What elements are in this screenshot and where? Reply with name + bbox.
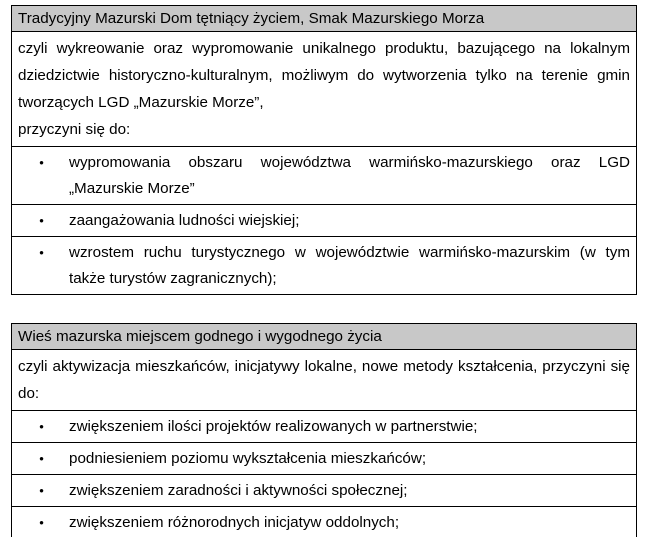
list-item-text: zwiększeniem zaradności i aktywności społecznej; bbox=[69, 482, 408, 499]
list-item bbox=[12, 237, 637, 295]
list-item-text: wypromowania obszaru województwa warmińsko-mazurskiego oraz LGD „Mazurskie Morze” bbox=[69, 154, 630, 197]
list-item bbox=[12, 443, 637, 475]
list-item-text: podniesieniem poziomu wykształcenia mieszkańców; bbox=[69, 450, 427, 467]
list-item-text: zwiększeniem ilości projektów realizowanych w partnerstwie; bbox=[69, 418, 478, 435]
section-1-title: Tradycyjny Mazurski Dom tętniący życiem, Smak Mazurskiego Morza bbox=[12, 6, 637, 32]
bullet-icon: • bbox=[39, 245, 44, 260]
list-item-text: wzrostem ruchu turystycznego w województwie warmińsko-mazurskim (w tym także turystów zagranicznych); bbox=[69, 244, 630, 287]
section-2-intro bbox=[12, 350, 637, 411]
bullet-icon: • bbox=[39, 451, 44, 466]
list-item bbox=[12, 147, 637, 205]
list-item bbox=[12, 507, 637, 537]
section-1-intro-text: czyli wykreowanie oraz wypromowanie unikalnego produktu, bazującego na lokalnym dziedzictwie historyczno-kulturalnym, możliwym do wytworzenia tylko na terenie gmin tworzących LGD „Mazurskie Morze”, bbox=[18, 40, 630, 111]
section-table-2 bbox=[11, 323, 637, 537]
section-table-1 bbox=[11, 5, 637, 295]
bullet-icon: • bbox=[39, 483, 44, 498]
list-item bbox=[12, 205, 637, 237]
list-item bbox=[12, 475, 637, 507]
section-1-intro bbox=[12, 32, 637, 147]
bullet-icon: • bbox=[39, 419, 44, 434]
bullet-icon: • bbox=[39, 155, 44, 170]
list-item bbox=[12, 411, 637, 443]
bullet-icon: • bbox=[39, 515, 44, 530]
list-item-text: zaangażowania ludności wiejskiej; bbox=[69, 212, 300, 229]
section-2-title: Wieś mazurska miejscem godnego i wygodnego życia bbox=[12, 324, 637, 350]
list-item-text: zwiększeniem różnorodnych inicjatyw oddolnych; bbox=[69, 514, 400, 531]
section-2-intro-text: czyli aktywizacja mieszkańców, inicjatywy lokalne, nowe metody kształcenia, przyczyni się do: bbox=[18, 358, 630, 402]
section-1-intro-lead: przyczyni się do: bbox=[18, 121, 131, 138]
bullet-icon: • bbox=[39, 213, 44, 228]
